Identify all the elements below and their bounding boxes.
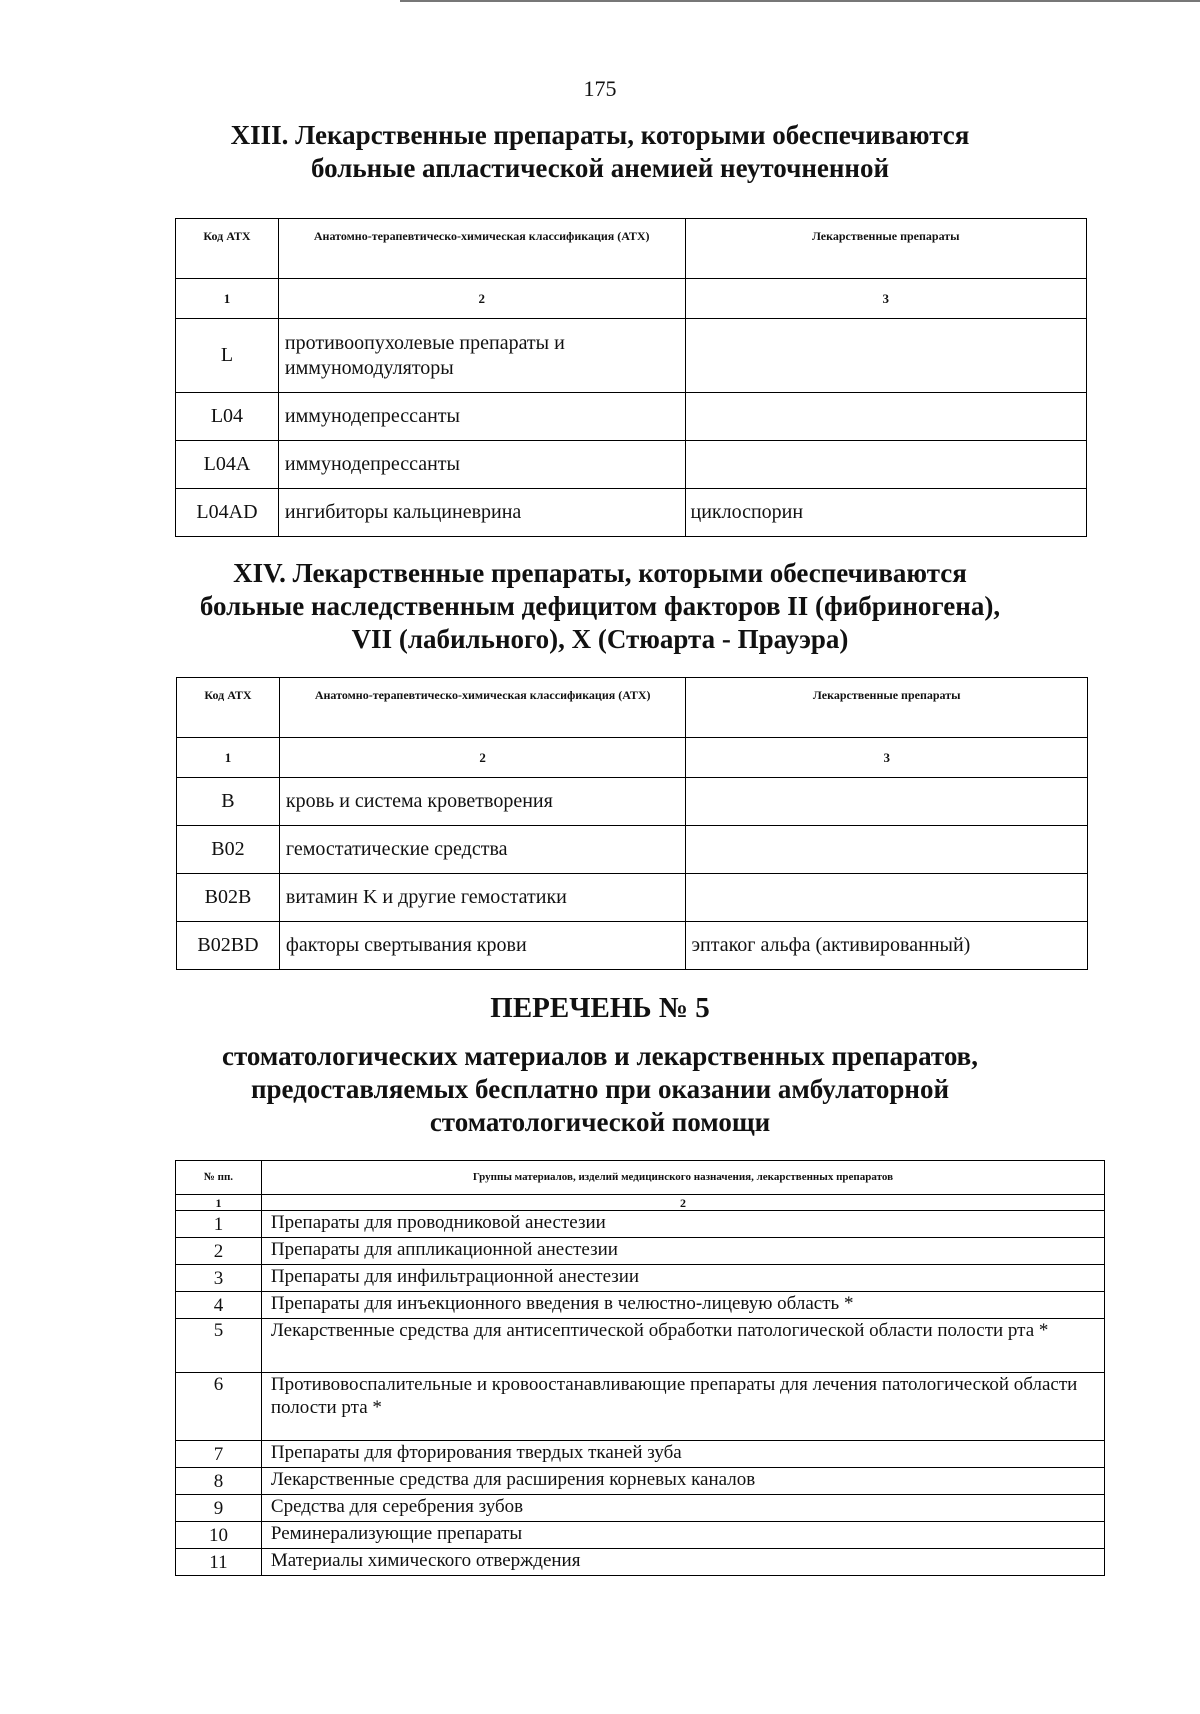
index-cell: 2 — [261, 1195, 1104, 1211]
drug-name — [685, 393, 1087, 441]
item-number: 4 — [176, 1292, 262, 1319]
table-row — [176, 1211, 1105, 1238]
drug-name — [686, 874, 1088, 922]
item-number: 11 — [176, 1549, 262, 1576]
item-text: Препараты для аппликационной анестезии — [261, 1238, 1104, 1265]
atx-code: B — [177, 778, 280, 826]
table-row — [177, 922, 1088, 970]
section-14-title-line-1: XIV. Лекарственные препараты, которыми обеспечиваются — [233, 558, 967, 588]
scan-top-border — [400, 0, 1200, 2]
atx-code: L04 — [176, 393, 279, 441]
list-5-subtitle-line-1: стоматологических материалов и лекарственных препаратов, — [221, 1041, 978, 1071]
drug-name — [686, 826, 1088, 874]
table-row — [176, 1238, 1105, 1265]
list-5-subtitle-line-3: стоматологической помощи — [429, 1107, 771, 1137]
item-text: Лекарственные средства для расширения корневых каналов — [261, 1468, 1104, 1495]
atx-classification: ингибиторы кальциневрина — [278, 489, 685, 537]
item-text: Противовоспалительные и кровоостанавливающие препараты для лечения патологической области полости рта * — [261, 1373, 1104, 1441]
item-text: Препараты для проводниковой анестезии — [261, 1211, 1104, 1238]
section-13-title-line-1: XIII. Лекарственные препараты, которыми обеспечиваются — [230, 120, 970, 150]
table-header-row — [176, 1161, 1105, 1195]
atx-classification: гемостатические средства — [279, 826, 686, 874]
table-row — [176, 319, 1087, 393]
index-cell: 3 — [686, 738, 1088, 778]
header-atx-classification: Анатомно-терапевтическо-химическая классификация (АТХ) — [279, 678, 686, 738]
table-row — [177, 874, 1088, 922]
atx-classification: кровь и система кроветворения — [279, 778, 686, 826]
header-atx-code: Код АТХ — [177, 678, 280, 738]
table-header-row — [176, 219, 1087, 279]
index-cell: 3 — [685, 279, 1087, 319]
atx-code: L04A — [176, 441, 279, 489]
atx-code: B02BD — [177, 922, 280, 970]
item-text: Препараты для инфильтрационной анестезии — [261, 1265, 1104, 1292]
item-text: Препараты для инъекционного введения в челюстно-лицевую область * — [261, 1292, 1104, 1319]
drug-name — [686, 778, 1088, 826]
drug-name — [685, 319, 1087, 393]
item-number: 5 — [176, 1319, 262, 1373]
atx-classification: витамин K и другие гемостатики — [279, 874, 686, 922]
section-14-table — [176, 677, 1088, 970]
atx-code: L — [176, 319, 279, 393]
table-header-row — [177, 678, 1088, 738]
index-cell: 1 — [176, 279, 279, 319]
table-row — [176, 1549, 1105, 1576]
section-13-table — [175, 218, 1087, 537]
atx-classification: факторы свертывания крови — [279, 922, 686, 970]
atx-classification: противоопухолевые препараты и иммуномодуляторы — [278, 319, 685, 393]
item-number: 7 — [176, 1441, 262, 1468]
item-number: 8 — [176, 1468, 262, 1495]
table-row — [176, 393, 1087, 441]
section-13-title — [0, 119, 1200, 185]
item-text: Реминерализующие препараты — [261, 1522, 1104, 1549]
table-index-row — [176, 279, 1087, 319]
table-row — [176, 1265, 1105, 1292]
table-row — [176, 1373, 1105, 1441]
page-number: 175 — [583, 76, 617, 101]
atx-code: L04AD — [176, 489, 279, 537]
item-number: 10 — [176, 1522, 262, 1549]
index-cell: 2 — [279, 738, 686, 778]
index-cell: 1 — [177, 738, 280, 778]
item-number: 6 — [176, 1373, 262, 1441]
list-5-subtitle — [0, 1040, 1200, 1139]
atx-code: B02B — [177, 874, 280, 922]
atx-code: B02 — [177, 826, 280, 874]
header-groups: Группы материалов, изделий медицинского назначения, лекарственных препаратов — [261, 1161, 1104, 1195]
table-index-row — [176, 1195, 1105, 1211]
header-drugs: Лекарственные препараты — [685, 219, 1087, 279]
table-row — [176, 1292, 1105, 1319]
table-row — [177, 826, 1088, 874]
drug-name: циклоспорин — [685, 489, 1087, 537]
table-index-row — [177, 738, 1088, 778]
list-5-heading: ПЕРЕЧЕНЬ № 5 — [490, 992, 710, 1024]
item-text: Материалы химического отверждения — [261, 1549, 1104, 1576]
item-number: 3 — [176, 1265, 262, 1292]
item-text: Препараты для фторирования твердых тканей зуба — [261, 1441, 1104, 1468]
index-cell: 1 — [176, 1195, 262, 1211]
header-atx-code: Код АТХ — [176, 219, 279, 279]
header-item-number: № пп. — [176, 1161, 262, 1195]
header-drugs: Лекарственные препараты — [686, 678, 1088, 738]
section-14-title-line-2: больные наследственным дефицитом факторов II (фибриногена), — [199, 591, 1001, 621]
section-14-title-line-3: VII (лабильного), X (Стюарта - Прауэра) — [351, 624, 849, 654]
table-row — [176, 1495, 1105, 1522]
list-5-subtitle-line-2: предоставляемых бесплатно при оказании амбулаторной — [250, 1074, 950, 1104]
section-13-title-line-2: больные апластической анемией неуточненной — [310, 153, 890, 183]
drug-name: эптаког альфа (активированный) — [686, 922, 1088, 970]
table-row — [176, 1522, 1105, 1549]
list-5-table — [175, 1160, 1105, 1576]
table-row — [176, 489, 1087, 537]
atx-classification: иммунодепрессанты — [278, 441, 685, 489]
index-cell: 2 — [278, 279, 685, 319]
drug-name — [685, 441, 1087, 489]
atx-classification: иммунодепрессанты — [278, 393, 685, 441]
item-number: 9 — [176, 1495, 262, 1522]
table-row — [176, 1441, 1105, 1468]
item-text: Лекарственные средства для антисептической обработки патологической области полости рта * — [261, 1319, 1104, 1373]
table-row — [177, 778, 1088, 826]
item-text: Средства для серебрения зубов — [261, 1495, 1104, 1522]
section-14-title — [0, 557, 1200, 656]
table-row — [176, 1468, 1105, 1495]
table-row — [176, 441, 1087, 489]
table-row — [176, 1319, 1105, 1373]
item-number: 1 — [176, 1211, 262, 1238]
header-atx-classification: Анатомно-терапевтическо-химическая классификация (АТХ) — [278, 219, 685, 279]
item-number: 2 — [176, 1238, 262, 1265]
